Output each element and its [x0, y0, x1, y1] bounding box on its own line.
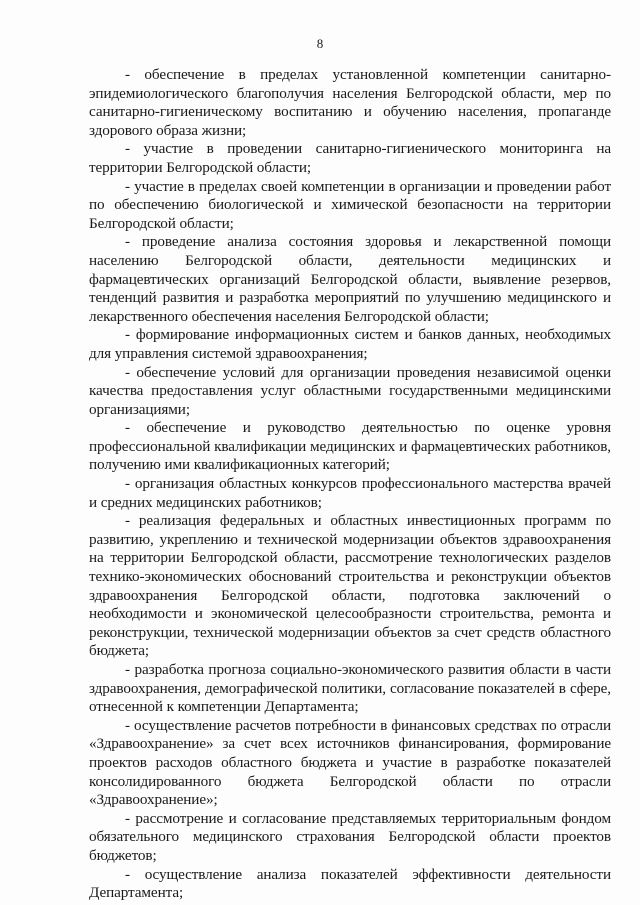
paragraph: - участие в пределах своей компетенции в организации и проведении работ по обеспечению биологической и химической безопасности на территории Белгородской области;	[89, 177, 611, 232]
paragraph: - рассмотрение и согласование представляемых территориальным фондом обязательного медицинского страхования Белгородской области проектов бюджетов;	[89, 809, 611, 864]
paragraph: - обеспечение в пределах установленной компетенции санитарно-эпидемиологического благополучия населения Белгородской области, мер по санитарно-гигиеническому воспитанию и обучению населения, пропаганде здорового образа жизни;	[89, 66, 611, 139]
paragraph: - организация областных конкурсов профессионального мастерства врачей и средних медицинских работников;	[89, 475, 611, 511]
paragraph: - проведение анализа состояния здоровья и лекарственной помощи населению Белгородской области, деятельности медицинских и фармацевтических организаций Белгородской области, выявление резервов, тенденций развития и разработка мероприятий по улучшению медицинского и лекарственного обеспечения населения Белгородской области;	[89, 233, 611, 325]
paragraph: - осуществление анализа показателей эффективности деятельности Департамента;	[89, 865, 611, 902]
paragraph: - осуществление расчетов потребности в финансовых средствах по отрасли «Здравоохранение» за счет всех источников финансирования, формирование проектов расходов областного бюджета и участие в разработке показателей консолидированного бюджета Белгородской области по отрасли «Здравоохранение»;	[89, 716, 611, 809]
paragraph: - формирование информационных систем и банков данных, необходимых для управления системой здравоохранения;	[89, 326, 611, 362]
page-number: 8	[316, 36, 324, 51]
paragraph: - обеспечение и руководство деятельностью по оценке уровня профессиональной квалификации медицинских и фармацевтических работников, получению ими квалификационных категорий;	[89, 419, 611, 474]
paragraph: - разработка прогноза социально-экономического развития области в части здравоохранения, демографической политики, согласование показателей в сфере, отнесенной к компетенции Департамента;	[89, 661, 611, 716]
paragraph: - участие в проведении санитарно-гигиенического мониторинга на территории Белгородской области;	[89, 140, 611, 176]
paragraph: - обеспечение условий для организации проведения независимой оценки качества предоставления услуг областными государственными медицинскими организациями;	[89, 363, 611, 418]
document-body	[89, 66, 611, 903]
paragraph: - реализация федеральных и областных инвестиционных программ по развитию, укреплению и технической модернизации объектов здравоохранения на территории Белгородской области, рассмотрение технологических разделов технико-экономических обоснований строительства и реконструкции объектов здравоохранения Белгородской области, подготовка заключений о необходимости и экономической целесообразности строительства, ремонта и реконструкции, технической модернизации объектов за счет средств областного бюджета;	[89, 512, 611, 660]
